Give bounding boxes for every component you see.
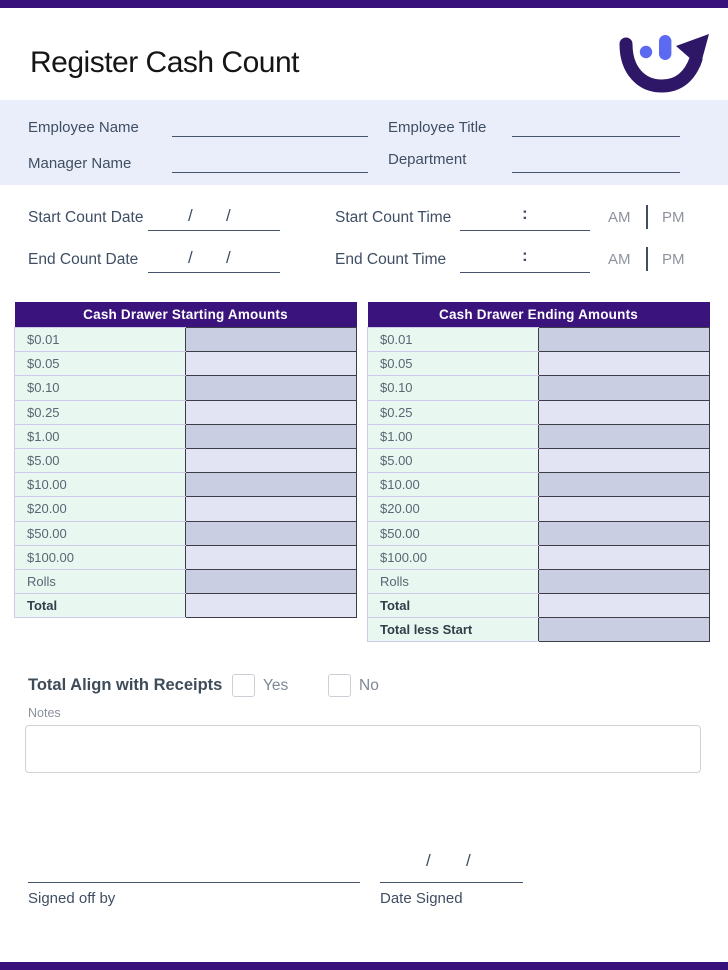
denomination-label: Rolls (368, 569, 539, 593)
denomination-label: $0.05 (368, 352, 539, 376)
amount-input-cell[interactable] (186, 473, 357, 497)
amount-input-cell[interactable] (539, 448, 710, 472)
denomination-label: $5.00 (368, 448, 539, 472)
signed-off-by-label: Signed off by (28, 890, 116, 907)
table-row (15, 376, 357, 400)
manager-name-field[interactable] (172, 154, 368, 173)
table-row (15, 328, 357, 352)
start-count-time-label: Start Count Time (335, 209, 452, 226)
amount-input-cell[interactable] (539, 473, 710, 497)
amount-input-cell[interactable] (539, 497, 710, 521)
table-row (15, 569, 357, 593)
table-row (368, 545, 710, 569)
amount-input-cell[interactable] (539, 594, 710, 618)
table-row (368, 376, 710, 400)
signature-field[interactable] (28, 860, 360, 883)
denomination-label: $1.00 (15, 424, 186, 448)
amount-input-cell[interactable] (186, 448, 357, 472)
denomination-label: $10.00 (368, 473, 539, 497)
table-row (15, 400, 357, 424)
date-signed-field[interactable] (380, 860, 523, 883)
top-accent-bar (0, 0, 728, 8)
start-pm-option[interactable]: PM (662, 209, 685, 226)
amount-input-cell[interactable] (186, 521, 357, 545)
department-label: Department (388, 151, 467, 168)
table-row (368, 424, 710, 448)
table-row (368, 521, 710, 545)
starting-amounts-table (14, 302, 357, 618)
table-row (15, 448, 357, 472)
employee-title-field[interactable] (512, 118, 680, 137)
ending-amounts-table (367, 302, 710, 642)
amount-input-cell[interactable] (539, 376, 710, 400)
start-count-date-label: Start Count Date (28, 209, 144, 226)
employee-title-label: Employee Title (388, 119, 487, 136)
amount-input-cell[interactable] (186, 328, 357, 352)
table-row (368, 400, 710, 424)
date-slash: / (226, 206, 231, 225)
denomination-label: Total (15, 594, 186, 618)
denomination-label: $20.00 (368, 497, 539, 521)
denomination-label: $0.01 (15, 328, 186, 352)
notes-label: Notes (28, 706, 61, 720)
date-signed-label: Date Signed (380, 890, 463, 907)
table-row (368, 352, 710, 376)
ending-amounts-table-title: Cash Drawer Ending Amounts (368, 302, 710, 328)
denomination-label: $10.00 (15, 473, 186, 497)
denomination-label: $0.25 (368, 400, 539, 424)
starting-amounts-table-title: Cash Drawer Starting Amounts (15, 302, 357, 328)
total-align-receipts-label: Total Align with Receipts (28, 676, 223, 694)
amount-input-cell[interactable] (186, 400, 357, 424)
no-checkbox[interactable] (328, 674, 351, 697)
denomination-label: $0.05 (15, 352, 186, 376)
denomination-label: $0.10 (15, 376, 186, 400)
bottom-accent-bar (0, 962, 728, 970)
amount-input-cell[interactable] (539, 569, 710, 593)
date-slash: / (188, 248, 193, 267)
employee-name-field[interactable] (172, 118, 368, 137)
table-row (15, 594, 357, 618)
manager-name-label: Manager Name (28, 155, 132, 172)
denomination-label: $20.00 (15, 497, 186, 521)
amount-input-cell[interactable] (539, 618, 710, 642)
table-row (368, 448, 710, 472)
denomination-label: $5.00 (15, 448, 186, 472)
start-count-date-field[interactable] (148, 204, 280, 231)
yes-checkbox[interactable] (232, 674, 255, 697)
start-am-option[interactable]: AM (608, 209, 631, 226)
amount-input-cell[interactable] (539, 424, 710, 448)
smile-arrow-logo-icon (616, 32, 712, 94)
amount-input-cell[interactable] (539, 521, 710, 545)
no-label: No (359, 677, 379, 694)
table-row (15, 473, 357, 497)
notes-textarea[interactable] (25, 725, 701, 773)
table-row (368, 569, 710, 593)
date-slash: / (188, 206, 193, 225)
end-count-date-field[interactable] (148, 246, 280, 273)
table-row (15, 424, 357, 448)
denomination-label: $0.25 (15, 400, 186, 424)
amount-input-cell[interactable] (539, 400, 710, 424)
denomination-label: $100.00 (368, 545, 539, 569)
denomination-label: Rolls (15, 569, 186, 593)
table-row (368, 594, 710, 618)
department-field[interactable] (512, 154, 680, 173)
end-count-date-label: End Count Date (28, 251, 139, 268)
date-slash: / (466, 851, 471, 870)
amount-input-cell[interactable] (186, 497, 357, 521)
amount-input-cell[interactable] (186, 545, 357, 569)
amount-input-cell[interactable] (539, 328, 710, 352)
end-am-option[interactable]: AM (608, 251, 631, 268)
table-row (15, 497, 357, 521)
amount-input-cell[interactable] (186, 352, 357, 376)
denomination-label: Total (368, 594, 539, 618)
amount-input-cell[interactable] (539, 352, 710, 376)
table-row (368, 473, 710, 497)
end-count-time-label: End Count Time (335, 251, 447, 268)
table-row (368, 497, 710, 521)
end-pm-option[interactable]: PM (662, 251, 685, 268)
date-slash: / (426, 851, 431, 870)
denomination-label: $100.00 (15, 545, 186, 569)
amount-input-cell[interactable] (186, 376, 357, 400)
date-slash: / (226, 248, 231, 267)
page-title: Register Cash Count (30, 46, 299, 79)
table-row (15, 521, 357, 545)
table-row (368, 328, 710, 352)
table-row (15, 352, 357, 376)
amount-input-cell[interactable] (186, 424, 357, 448)
denomination-label: $50.00 (15, 521, 186, 545)
time-colon: : (522, 204, 528, 223)
amount-input-cell[interactable] (186, 594, 357, 618)
denomination-label: $50.00 (368, 521, 539, 545)
table-row (15, 545, 357, 569)
time-colon: : (522, 246, 528, 265)
amount-input-cell[interactable] (539, 545, 710, 569)
denomination-label: Total less Start (368, 618, 539, 642)
amount-input-cell[interactable] (186, 569, 357, 593)
employee-name-label: Employee Name (28, 119, 139, 136)
ampm-divider (646, 205, 648, 229)
ampm-divider (646, 247, 648, 271)
denomination-label: $0.10 (368, 376, 539, 400)
denomination-label: $1.00 (368, 424, 539, 448)
yes-label: Yes (263, 677, 289, 694)
table-row (368, 618, 710, 642)
denomination-label: $0.01 (368, 328, 539, 352)
